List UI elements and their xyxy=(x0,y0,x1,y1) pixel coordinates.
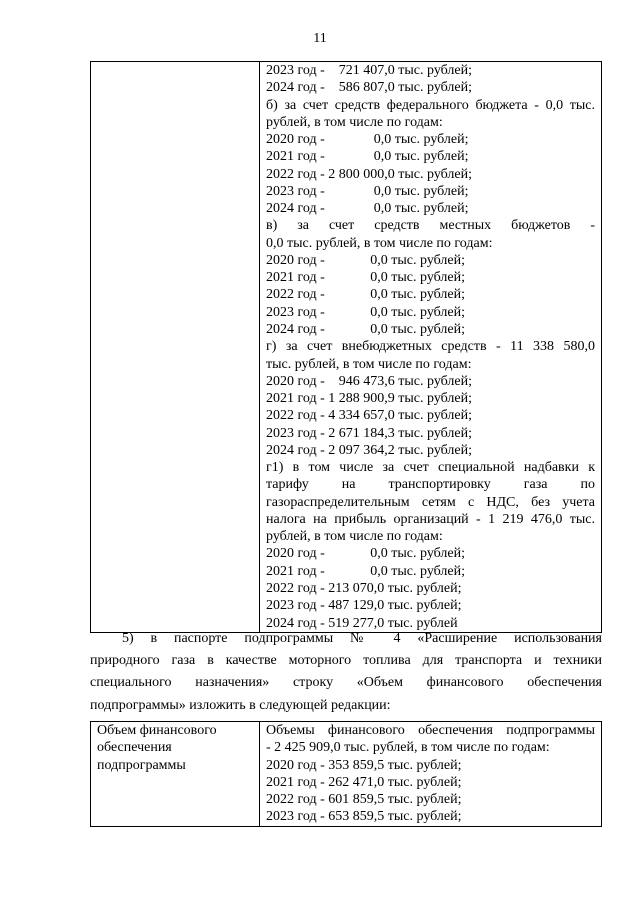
text-line: 2020 год - 353 859,5 тыс. рублей; xyxy=(266,757,462,773)
text-line: 2022 год - 4 334 657,0 тыс. рублей; xyxy=(266,408,473,424)
text-line: 2021 год - 0,0 тыс. рублей; xyxy=(266,270,466,286)
text-line: налога на прибыль организаций - 1 219 476,0 тыс. xyxy=(266,511,595,527)
financing-table-continued xyxy=(90,61,602,633)
label-line: обеспечения xyxy=(97,740,172,756)
text-line: тарифу на транспортировку газа по xyxy=(266,477,595,493)
text-line: 2021 год - 262 471,0 тыс. рублей; xyxy=(266,774,462,790)
text-line: 2023 год - 653 859,5 тыс. рублей; xyxy=(266,809,462,825)
text-line: специального назначения» строку «Объем финансового обеспечения xyxy=(90,675,602,691)
text-line: в) за счет средств местных бюджетов - xyxy=(266,218,595,234)
table-left-cell xyxy=(91,62,260,633)
label-line: Объем финансового xyxy=(97,723,217,738)
cell-lines xyxy=(266,722,595,826)
text-line: рублей, в том числе по годам: xyxy=(266,114,443,130)
text-line: 2024 год - 2 097 364,2 тыс. рублей; xyxy=(266,442,473,458)
text-line: 2023 год - 0,0 тыс. рублей; xyxy=(266,183,469,199)
text-line: 2020 год - 0,0 тыс. рублей; xyxy=(266,252,466,268)
label-line: подпрограммы xyxy=(97,757,186,773)
text-line: 2021 год - 0,0 тыс. рублей; xyxy=(266,149,469,165)
text-line: рублей, в том числе по годам: xyxy=(266,529,443,545)
text-line: природного газа в качестве моторного топлива для транспорта и техники xyxy=(90,653,602,669)
text-line: б) за счет средств федерального бюджета - 0,0 тыс. xyxy=(266,97,595,113)
text-line: г) за счет внебюджетных средств - 11 338 580,0 xyxy=(266,339,595,355)
text-line: 2024 год - 586 807,0 тыс. рублей; xyxy=(266,80,473,96)
text-line: 2023 год - 2 671 184,3 тыс. рублей; xyxy=(266,425,473,441)
text-line: 2021 год - 0,0 тыс. рублей; xyxy=(266,563,466,579)
text-line: 2020 год - 946 473,6 тыс. рублей; xyxy=(266,373,473,389)
text-line: 2020 год - 0,0 тыс. рублей; xyxy=(266,132,469,148)
text-line: 0,0 тыс. рублей, в том числе по годам: xyxy=(266,235,493,251)
amendment-paragraph xyxy=(90,628,602,717)
table-right-cell xyxy=(260,62,602,633)
table-row xyxy=(91,62,602,633)
text-line: 2022 год - 601 859,5 тыс. рублей; xyxy=(266,792,462,808)
page-number: 11 xyxy=(313,31,327,46)
table-right-cell xyxy=(260,722,602,827)
text-line: 2022 год - 213 070,0 тыс. рублей; xyxy=(266,580,462,596)
text-line: 2023 год - 487 129,0 тыс. рублей; xyxy=(266,598,462,614)
text-line: Объемы финансового обеспечения подпрограммы xyxy=(266,723,595,738)
text-line: тыс. рублей, в том числе по годам: xyxy=(266,356,472,372)
text-line: г1) в том числе за счет специальной надбавки к xyxy=(266,460,595,476)
paragraph-lines xyxy=(90,628,602,717)
text-line: 2020 год - 0,0 тыс. рублей; xyxy=(266,546,466,562)
text-line: 2022 год - 0,0 тыс. рублей; xyxy=(266,287,466,303)
table-row xyxy=(91,722,602,827)
text-line: подпрограммы» изложить в следующей редакции: xyxy=(90,697,391,713)
financing-table-new xyxy=(90,721,602,827)
text-line: 2024 год - 519 277,0 тыс. рублей xyxy=(266,615,458,631)
table-left-cell xyxy=(91,722,260,827)
text-line: 2023 год - 0,0 тыс. рублей; xyxy=(266,304,466,320)
text-line: 2023 год - 721 407,0 тыс. рублей; xyxy=(266,63,473,78)
cell-lines xyxy=(266,62,595,632)
text-line: - 2 425 909,0 тыс. рублей, в том числе по годам: xyxy=(266,740,550,756)
row-label xyxy=(97,722,253,774)
text-line: 2022 год - 2 800 000,0 тыс. рублей; xyxy=(266,166,473,182)
text-line: 2024 год - 0,0 тыс. рублей; xyxy=(266,321,466,337)
text-line: газораспределительным сетям с НДС, без учета xyxy=(266,494,595,510)
text-line: 2021 год - 1 288 900,9 тыс. рублей; xyxy=(266,391,473,407)
text-line: 5) в паспорте подпрограммы № 4 «Расширение использования xyxy=(122,631,602,646)
text-line: 2024 год - 0,0 тыс. рублей; xyxy=(266,201,469,217)
